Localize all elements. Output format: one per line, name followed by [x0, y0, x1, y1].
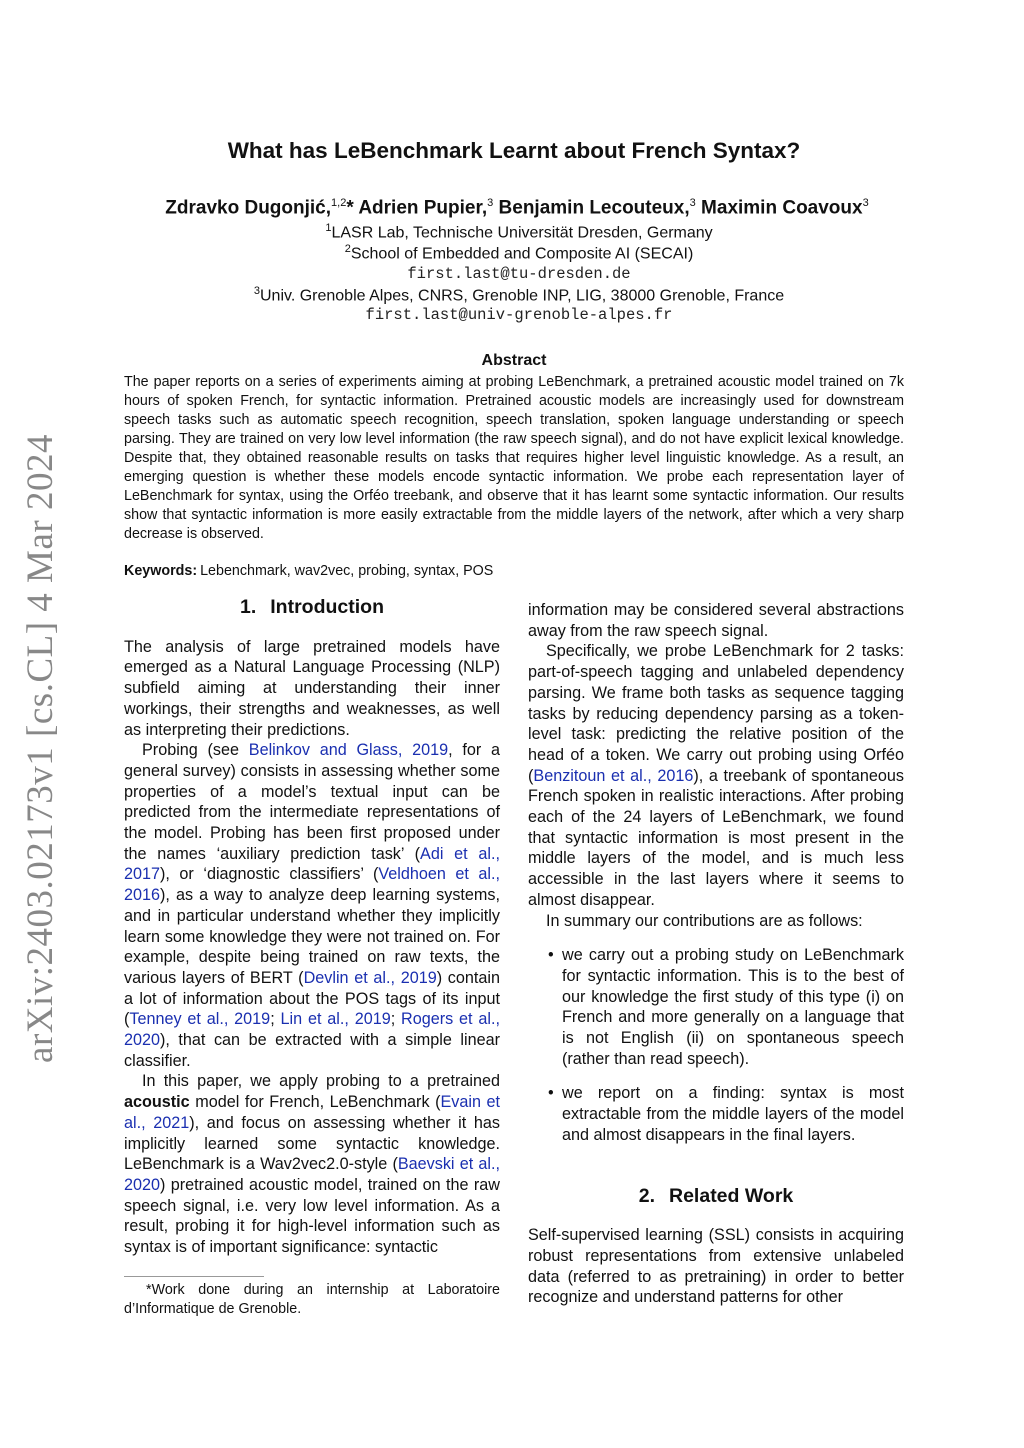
bullet-marker: •	[548, 946, 554, 965]
section-title: Introduction	[270, 596, 384, 618]
citation-link[interactable]: Evain et al., 2021	[124, 1093, 500, 1132]
author-affiliation-marker: 3	[487, 197, 494, 209]
paragraph-text: ), that can be extracted with a simple linear classifier.	[124, 1031, 500, 1070]
paragraph-text: ;	[390, 1010, 402, 1029]
bullet-marker: •	[548, 1084, 554, 1103]
citation-link[interactable]: Devlin et al., 2019	[303, 968, 437, 987]
citation-link[interactable]: Tenney et al., 2019	[129, 1010, 271, 1029]
paragraph-text: , for a general survey) consists in assessing whether some properties of a model’s textual input can be predicted from the intermediate representations of the model. Probing has been first proposed under the names ‘auxiliary prediction task’ (	[124, 741, 500, 863]
author-name: Adrien Pupier,	[358, 197, 488, 219]
paragraph-text: ), and focus on assessing whether it has implicitly learned some syntactic knowledge. LeBenchmark is a Wav2vec2.0-style (	[124, 1113, 500, 1174]
footnote-text: Work done during an internship at Laboratoire d’Informatique de Grenoble.	[124, 1282, 500, 1317]
citation-link[interactable]: Veldhoen et al., 2016	[124, 865, 501, 905]
list-item	[528, 1083, 904, 1145]
keywords-value: Lebenchmark, wav2vec, probing, syntax, POS	[200, 563, 494, 579]
list-item	[528, 945, 904, 1069]
affiliation-3	[124, 285, 914, 305]
section-number: 1.	[240, 596, 257, 618]
author-affiliation-marker: 3	[862, 197, 869, 209]
affiliation-text: Univ. Grenoble Alpes, CNRS, Grenoble INP, LIG, 38000 Grenoble, France	[260, 287, 785, 305]
intro-paragraph-1: The analysis of large pretrained models have emerged as a Natural Language Processing (NLP) subfield aiming at understanding their inner workings, their strengths and weaknesses, as well as interpreting their predictions.	[124, 637, 500, 739]
author-affiliation-marker: 1,2	[331, 197, 347, 209]
affiliation-marker: 1	[325, 222, 332, 234]
paragraph-text: Specifically, we probe LeBenchmark for 2 tasks: part-of-speech tagging and unlabeled dependency parsing. We frame both tasks as sequence tagging tasks by reducing dependency parsing as a token-level task: predicting the relative position of the head of a token. We carry out probing using Orféo (	[528, 642, 904, 785]
footnote-divider	[124, 1276, 264, 1277]
paper-title: What has LeBenchmark Learnt about French Syntax?	[227, 138, 801, 163]
affiliation-text: School of Embedded and Composite AI (SECAI)	[350, 245, 694, 263]
affiliation-marker: 2	[344, 243, 351, 255]
affiliation-1	[124, 222, 914, 242]
footnote-body	[124, 1281, 500, 1319]
keywords-line	[124, 563, 493, 579]
author-affiliation-marker: 3	[689, 197, 696, 209]
arxiv-identifier-stamp	[2, 433, 78, 1063]
paragraph-text: ), a treebank of spontaneous French spoken in realistic interactions. After probing each of the 24 layers of LeBenchmark, we found that syntactic information is most present in the middle layers of the model, and is much less accessible in the last layers where it seems to almost disappear.	[528, 766, 904, 909]
citation-link[interactable]: Benzitoun et al., 2016	[533, 766, 694, 785]
intro-paragraph-3	[124, 1071, 500, 1257]
author-list	[110, 197, 924, 219]
citation-link[interactable]: Belinkov and Glass, 2019	[248, 741, 449, 760]
intro-paragraph-5	[528, 641, 904, 910]
section-title: Related Work	[669, 1184, 794, 1207]
author-footnote-marker: *	[346, 197, 354, 219]
author-name: Maximin Coavoux	[701, 197, 863, 219]
footnote-marker: *	[146, 1282, 152, 1298]
paragraph-text: model for French, LeBenchmark (	[189, 1093, 441, 1112]
paragraph-text: Probing (see	[142, 741, 249, 760]
intro-paragraph-4: information may be considered several abstractions away from the raw speech signal.	[528, 601, 904, 640]
intro-paragraph-2	[124, 740, 500, 1071]
paragraph-text: ) pretrained acoustic model, trained on the raw speech signal, i.e. very low level information. As a result, probing it for high-level information such as syntax is of important significance: syntactic	[124, 1175, 500, 1257]
abstract-text: The paper reports on a series of experiments aiming at probing LeBenchmark, a pretrained acoustic model trained on 7k hours of spoken French, for syntactic information. Pretrained acoustic models are increasingly used for downstream speech tasks such as automatic speech recognition, speech translation, spoken language understanding or speech parsing. They are trained on very low level information (the raw speech signal), and do not have explicit lexical knowledge. Despite that, they obtained reasonable results on tasks that requires higher level linguistic knowledge. As a result, an emerging question is whether these models encode syntactic information. We probe each representation layer of LeBenchmark for syntax, using the Orféo treebank, and observe that it has learnt some syntactic information. Our results show that syntactic information is more easily extractable from the middle layers of the network, after which a very sharp decrease is observed.	[124, 374, 904, 542]
paragraph-text: ) contain a lot of information about the POS tags of its input (	[124, 968, 500, 1029]
affiliation-marker: 3	[253, 285, 260, 297]
section-number: 2.	[638, 1184, 655, 1207]
paragraph-text: ), or ‘diagnostic classifiers’ (	[160, 865, 379, 884]
citation-link[interactable]: Rogers et al., 2020	[124, 1010, 500, 1050]
keywords-label: Keywords:	[124, 563, 198, 579]
paragraph-text: ), as a way to analyze deep learning systems, and in particular understand whether they implicitly learn some knowledge they were not trained on. For example, despite being trained on raw texts, the various layers of BERT (	[124, 886, 500, 987]
intro-paragraph-6: In summary our contributions are as follows:	[546, 911, 863, 930]
contributions-list	[528, 945, 904, 1145]
email-1[interactable]: first.last@tu-dresden.de	[407, 265, 631, 283]
citation-link[interactable]: Baevski et al., 2020	[124, 1155, 500, 1194]
paragraph-text: ;	[270, 1010, 281, 1029]
right-column	[528, 600, 904, 1308]
related-paragraph-1: Self-supervised learning (SSL) consists in acquiring robust representations from extensive unlabeled data (referred to as pretraining) in order to better recognize and understand patterns for other	[528, 1226, 904, 1307]
abstract-heading: Abstract	[481, 352, 547, 369]
author-name: Benjamin Lecouteux,	[498, 197, 690, 219]
author-name: Zdravko Dugonjić,	[165, 197, 332, 219]
citation-link[interactable]: Lin et al., 2019	[280, 1010, 391, 1029]
list-item-text: we report on a finding: syntax is most extractable from the middle layers of the model and almost disappears in the final layers.	[562, 1084, 904, 1144]
affiliation-text: LASR Lab, Technische Universität Dresden, Germany	[331, 224, 713, 242]
list-item-text: we carry out a probing study on LeBenchmark for syntactic information. This is to the best of our knowledge the first study of this type (i) on French and more generally on a language that is not English (ii) on spontaneous speech (rather than read speech).	[562, 946, 904, 1068]
paragraph-text: In this paper, we apply probing to a pretrained	[142, 1072, 500, 1091]
email-2[interactable]: first.last@univ-grenoble-alpes.fr	[365, 306, 673, 324]
section-heading-related-work	[528, 1186, 904, 1207]
section-heading-introduction	[124, 597, 500, 618]
arxiv-stamp-text: arXiv:2403.02173v1 [cs.CL] 4 Mar 2024	[19, 433, 61, 1063]
emphasis-text: acoustic	[124, 1093, 190, 1112]
citation-link[interactable]: Adi et al., 2017	[124, 844, 500, 884]
left-column	[124, 597, 500, 1258]
footnote	[124, 1281, 500, 1319]
affiliation-2	[124, 243, 914, 263]
